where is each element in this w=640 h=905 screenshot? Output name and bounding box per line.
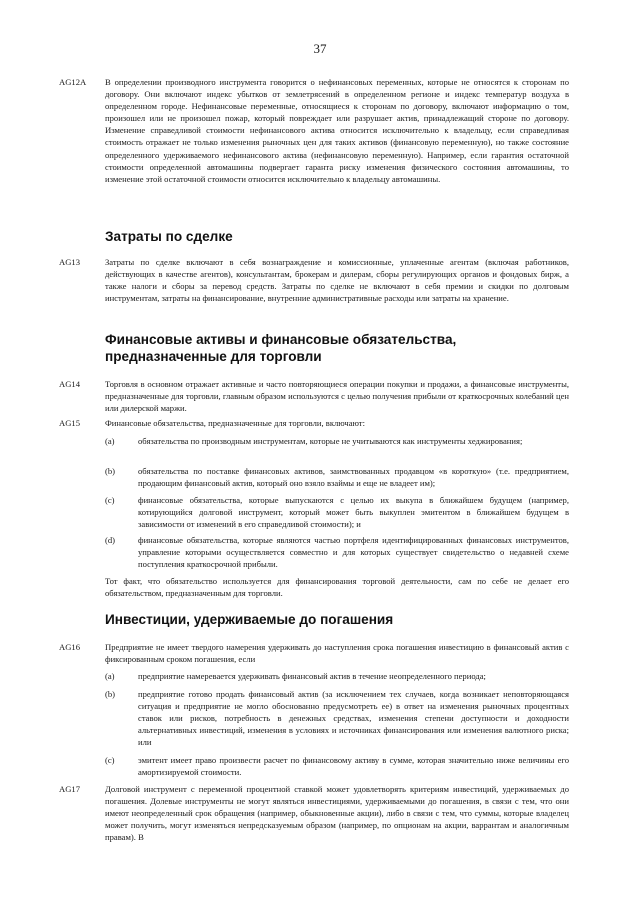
list-item bbox=[105, 754, 569, 778]
paragraph-text: Торговля в основном отражает активные и часто повторяющиеся операции покупки и продажи, а финансовые инструменты, предназначенные для торговли, главным образом используются с целью получения прибыли от краткосрочных колебаний цен или дилерской маржи. bbox=[105, 379, 569, 414]
list-item-label: (c) bbox=[105, 755, 115, 765]
list-item-label: (b) bbox=[105, 689, 116, 699]
list-item-label: (c) bbox=[105, 495, 115, 505]
section-heading-held-for-trading: Финансовые активы и финансовые обязательства, предназначенные для торговли bbox=[105, 332, 457, 364]
list-item-text: предприятие намеревается удерживать финансовый актив в течение неопределенного периода; bbox=[138, 671, 486, 681]
list-item bbox=[105, 670, 569, 682]
paragraph-code: AG15 bbox=[59, 418, 81, 428]
list-item bbox=[105, 494, 569, 530]
paragraph-code: AG16 bbox=[59, 642, 81, 652]
list-item-text: обязательства по поставке финансовых активов, заимствованных продавцом «в короткую» (т.е. предприятием, продающим финансовый актив, который оно взяло взаймы и еще не владеет им); bbox=[138, 466, 569, 489]
list-item-text: финансовые обязательства, которые являются частью портфеля идентифицированных финансовых инструментов, управление которыми осуществляется совместно и для которых существует свидетельство о недавней схеме поступления краткосрочной прибыли. bbox=[138, 535, 569, 570]
list-item bbox=[105, 435, 569, 447]
list-item bbox=[105, 534, 569, 570]
paragraph-ag17 bbox=[59, 783, 569, 843]
list-item-label: (a) bbox=[105, 436, 115, 446]
list-item-text: финансовые обязательства, которые выпускаются с целью их выкупа в ближайшем будущем (например, котирующийся долговой инструмент, который может быть выкуплен эмитентом в ближайшем будущем в зависимости от изменений в его справедливой стоимости); и bbox=[138, 495, 569, 530]
paragraph-ag15 bbox=[59, 417, 569, 429]
paragraph-ag12a bbox=[59, 76, 569, 185]
paragraph-text: Предприятие не имеет твердого намерения удерживать до наступления срока погашения инвестицию в финансовый актив с фиксированным сроком погашения, если bbox=[105, 642, 569, 665]
paragraph-ag16 bbox=[59, 641, 569, 665]
list-item-text: предприятие готово продать финансовый актив (за исключением тех случаев, когда возникает неповторяющаяся ситуация и предприятие не могло обоснованно предусмотреть ее) в ответ на изменения рыночных процентных ставок или рисков, потребность в денежных средствах, изменения степени доступности и доходности альтернативных инвестиций, изменения в условиях и источниках финансирования или изменения валютного риска; или bbox=[138, 689, 569, 748]
list-item-label: (a) bbox=[105, 671, 115, 681]
list-item-label: (d) bbox=[105, 535, 116, 545]
section-heading-transaction-costs: Затраты по сделке bbox=[105, 229, 233, 244]
section-heading-held-to-maturity: Инвестиции, удерживаемые до погашения bbox=[105, 612, 394, 627]
list-item-label: (b) bbox=[105, 466, 116, 476]
paragraph-ag13 bbox=[59, 256, 569, 304]
list-item bbox=[105, 688, 569, 748]
paragraph-ag14 bbox=[59, 378, 569, 414]
paragraph-code: AG13 bbox=[59, 257, 81, 267]
list-item-text: эмитент имеет право произвести расчет по финансовому активу в сумме, которая значительно ниже величины его амортизируемой стоимости. bbox=[138, 755, 569, 778]
paragraph-text: В определении производного инструмента говорится о нефинансовых переменных, которые не относятся к сторонам по договору. Они включают индекс убытков от землетрясений в определенном регионе и индекс температур воздуха в определенном городе. Нефинансовые переменные, относящиеся к сторонам по договору, включают информацию о том, произошел или не произошел пожар, который повреждает или разрушает актив, принадлежащий стороне по договору. Изменение справедливой стоимости нефинансового актива относится исключительно к владельцу, если справедливая стоимость отражает не только изменения рыночных цен для таких активов (финансовую переменную), но также состояние определенного удерживаемого нефинансового актива (нефинансовую переменную). Например, если гарантия остаточной стоимости определенной автомашины подвергает гаранта риску изменения физического состояния автомашины, то изменение этой остаточной стоимости относится исключительно к владельцу автомашины. bbox=[105, 77, 569, 184]
list-item-text: обязательства по производным инструментам, которые не учитываются как инструменты хеджирования; bbox=[138, 436, 523, 446]
paragraph-text: Затраты по сделке включают в себя вознаграждение и комиссионные, уплаченные агентам (включая работников, действующих в качестве агентов), консультантам, брокерам и дилерам, сборы регулирующих органов и фондовых бирж, а также налоги и сборы за перевод средств. Затраты по сделке не включают в себя премии и скидки по долговым инструментам, затраты на финансирование, внутренние административные расходы или затраты на хранение. bbox=[105, 257, 569, 304]
paragraph-code: AG12A bbox=[59, 77, 87, 87]
paragraph-text: Долговой инструмент с переменной процентной ставкой может удовлетворять критериям инвестиций, удерживаемых до погашения. Долевые инструменты не могут являться инвестициями, удерживаемыми до погашения, в связи с тем, что они имеют неопределенный срок обращения (например, обыкновенные акции), либо в связи с тем, что суммы, которые владелец может получить, могут изменяться непредсказуемым образом (например, по опционам на акции, варрантам и аналогичным правам). В bbox=[105, 784, 569, 843]
paragraph-ag15-closing: Тот факт, что обязательство используется для финансирования торговой деятельности, сам по себе не делает его обязательством, предназначенным для торговли. bbox=[105, 576, 569, 599]
page-number: 37 bbox=[313, 41, 327, 56]
paragraph-text: Финансовые обязательства, предназначенные для торговли, включают: bbox=[105, 418, 365, 428]
paragraph-code: AG17 bbox=[59, 784, 81, 794]
list-item bbox=[105, 465, 569, 489]
paragraph-code: AG14 bbox=[59, 379, 81, 389]
